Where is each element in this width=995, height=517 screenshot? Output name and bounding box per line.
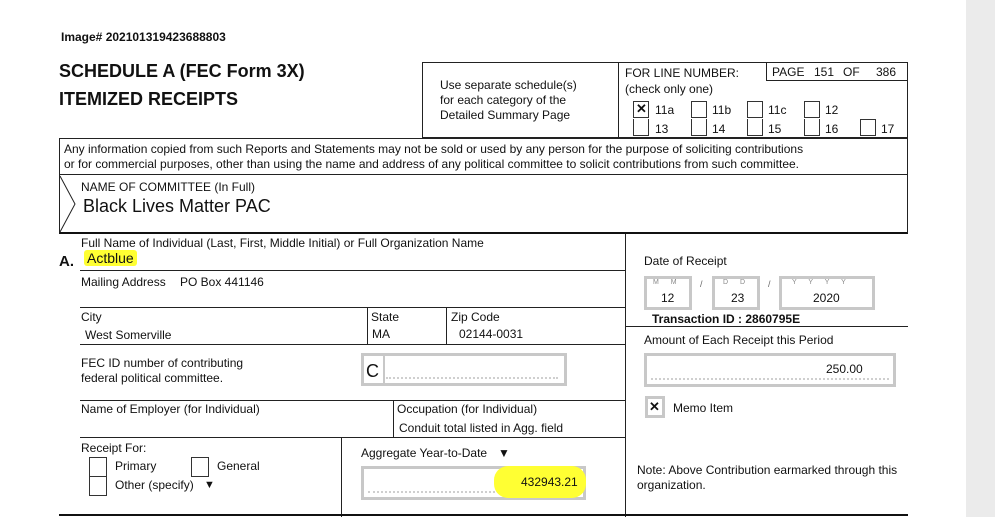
aggregate-value: 432943.21 (521, 475, 578, 489)
city-label: City (81, 310, 102, 324)
other-checkbox[interactable] (89, 476, 107, 496)
mailing-value: PO Box 441146 (180, 275, 264, 289)
date-day-field[interactable] (712, 276, 760, 310)
fec-id-label-1: FEC ID number of contributing (81, 356, 244, 370)
aggregate-arrow-icon: ▼ (498, 446, 510, 460)
rule-address (80, 307, 625, 308)
date-day-hint: D D (723, 279, 751, 286)
committee-label: NAME OF COMMITTEE (In Full) (81, 180, 255, 194)
rule-city (80, 344, 625, 345)
rule-date (625, 326, 908, 327)
date-year-hint: Y Y Y Y (792, 279, 851, 286)
separate-note-1: Use separate schedule(s) (440, 78, 577, 92)
line-11b-checkbox[interactable] (691, 101, 707, 118)
aggregate-label: Aggregate Year-to-Date (361, 446, 488, 460)
other-arrow-icon: ▼ (204, 479, 215, 491)
general-checkbox[interactable] (191, 457, 209, 477)
line-13-label: 13 (655, 122, 669, 136)
rule-state-left (367, 307, 368, 344)
full-name-label: Full Name of Individual (Last, First, Middle Initial) or Full Organization Name (81, 236, 484, 250)
date-month-field[interactable] (644, 276, 692, 310)
memo-label: Memo Item (673, 401, 734, 415)
date-separator-1: / (700, 279, 703, 289)
line-11c-label: 11c (768, 103, 787, 117)
line-15-label: 15 (768, 122, 782, 136)
occupation-label: Occupation (for Individual) (397, 402, 538, 416)
line-11b-label: 11b (712, 103, 732, 117)
rule-zip-left (446, 307, 447, 344)
fec-id-prefix: C (366, 361, 379, 381)
rule-fec (80, 400, 625, 401)
schedule-title: SCHEDULE A (FEC Form 3X) (59, 61, 305, 81)
state-label: State (371, 310, 400, 324)
separate-note-3: Detailed Summary Page (440, 108, 571, 122)
employer-label: Name of Employer (for Individual) (81, 402, 260, 416)
line-15-checkbox[interactable] (747, 119, 763, 136)
line-14-checkbox[interactable] (691, 119, 707, 136)
line-12-checkbox[interactable] (804, 101, 820, 118)
separate-note-2: for each category of the (440, 93, 567, 107)
line-17-checkbox[interactable] (860, 119, 876, 136)
rule-employer (80, 437, 625, 438)
page-of: OF (843, 65, 860, 79)
amount-value: 250.00 (826, 362, 863, 376)
zip-label: Zip Code (451, 310, 500, 324)
fec-id-separator (383, 356, 385, 383)
fec-id-label-2: federal political committee. (81, 371, 224, 385)
general-label: General (217, 459, 260, 473)
note-line-2: organization. (637, 478, 706, 492)
amount-label: Amount of Each Receipt this Period (644, 333, 834, 347)
rule-aggregate-left (341, 437, 342, 517)
date-month-value: 12 (661, 291, 675, 305)
side-panel (966, 0, 995, 517)
line-16-checkbox[interactable] (804, 119, 820, 136)
date-month-hint: M M (653, 279, 682, 286)
date-label: Date of Receipt (644, 254, 727, 268)
page-label: PAGE (772, 65, 805, 79)
line-11a-label: 11a (655, 103, 675, 117)
other-label: Other (specify) (115, 478, 194, 492)
committee-arrow-icon (59, 175, 77, 233)
occupation-value: Conduit total listed in Agg. field (399, 421, 564, 435)
primary-checkbox[interactable] (89, 457, 107, 477)
line-13-checkbox[interactable] (633, 119, 649, 136)
transaction-id: Transaction ID : 2860795E (652, 312, 801, 326)
line-12-label: 12 (825, 103, 839, 117)
notice-line-1: Any information copied from such Reports and Statements may not be sold or used by any person for the purpose of soliciting contributions (64, 142, 804, 156)
form-divider (625, 234, 626, 517)
city-value: West Somerville (85, 328, 172, 342)
page-total: 386 (876, 65, 897, 79)
committee-name: Black Lives Matter PAC (83, 196, 271, 216)
fec-id-field[interactable] (361, 353, 567, 386)
line-16-label: 16 (825, 122, 839, 136)
state-value: MA (372, 327, 390, 341)
entry-letter: A. (59, 253, 74, 270)
memo-check-icon: ✕ (649, 399, 660, 414)
date-year-field[interactable] (779, 276, 875, 310)
zip-value: 02144-0031 (459, 327, 524, 341)
full-name-value: Actblue (84, 250, 137, 266)
notice-line-2: or for commercial purposes, other than using the name and address of any political committee to solicit contributions from such committee. (64, 157, 800, 171)
receipt-for-label: Receipt For: (81, 441, 147, 455)
date-day-value: 23 (731, 291, 745, 305)
rule-bottom (59, 514, 908, 516)
rule-occupation-left (393, 400, 394, 437)
line-17-label: 17 (881, 122, 895, 136)
line-11a-checkbox[interactable] (633, 101, 649, 118)
page-number: 151 (814, 65, 835, 79)
line-14-label: 14 (712, 122, 726, 136)
primary-label: Primary (115, 459, 157, 473)
checked-x-icon: ✕ (636, 101, 647, 116)
line-11c-checkbox[interactable] (747, 101, 763, 118)
date-year-value: 2020 (813, 291, 840, 305)
date-separator-2: / (768, 279, 771, 289)
mailing-label: Mailing Address (81, 275, 166, 289)
schedule-subtitle: ITEMIZED RECEIPTS (59, 89, 239, 109)
check-only-one: (check only one) (625, 82, 714, 96)
rule-name (80, 270, 625, 271)
line-number-label: FOR LINE NUMBER: (625, 66, 740, 80)
note-line-1: Note: Above Contribution earmarked through this (637, 463, 898, 477)
image-number: Image# 202101319423688803 (61, 30, 226, 44)
